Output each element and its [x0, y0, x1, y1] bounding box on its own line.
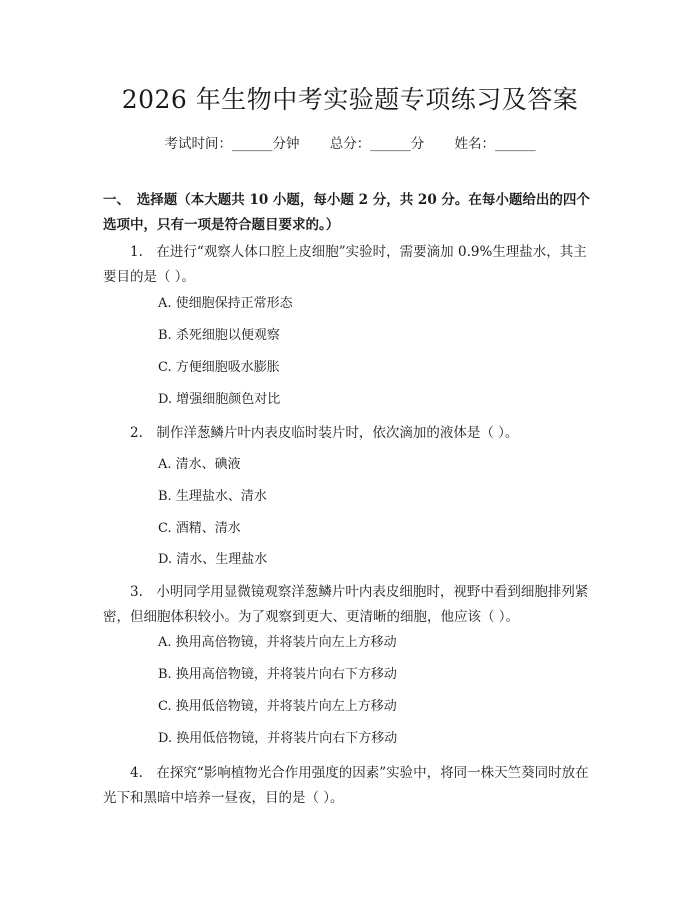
section-heading: 一、 选择题（本大题共 10 小题，每小题 2 分，共 20 分。在每小题给出的四个选项中，只有一项是符合题目要求的。） — [103, 192, 590, 233]
question-4: 4. 在探究“影响植物光合作用强度的因素”实验中，将同一株天竺葵同时放在光下和黑暗中培养一昼夜，目的是（ ）。 — [103, 765, 589, 806]
page-title: 2026 年生物中考实验题专项练习及答案 — [121, 85, 579, 114]
exam-meta — [0, 132, 700, 152]
question-1-option-d: D. 增强细胞颜色对比 — [158, 392, 281, 407]
question-3: 3. 小明同学用显微镜观察洋葱鳞片叶内表皮细胞时，视野中看到细胞排列紧密，但细胞体积较小。为了观察到更大、更清晰的细胞，他应该（ ）。 — [103, 584, 589, 625]
question-3-option-b: B. 换用高倍物镜，并将装片向右下方移动 — [158, 667, 397, 682]
question-3-option-c: C. 换用低倍物镜，并将装片向左上方移动 — [158, 699, 397, 714]
question-2: 2. 制作洋葱鳞片叶内表皮临时装片时，依次滴加的液体是（ ）。 — [130, 425, 519, 441]
question-3-option-d: D. 换用低倍物镜，并将装片向右下方移动 — [158, 731, 398, 746]
exam-time: 考试时间：______分钟 — [164, 136, 300, 152]
question-2-option-d: D. 清水、生理盐水 — [158, 552, 268, 567]
question-1-option-c: C. 方便细胞吸水膨胀 — [158, 360, 280, 375]
exam-score: 总分：______分 — [329, 136, 425, 152]
question-3-option-a: A. 换用高倍物镜，并将装片向左上方移动 — [158, 635, 397, 650]
question-1-option-a: A. 使细胞保持正常形态 — [158, 296, 293, 311]
question-2-option-a: A. 清水、碘液 — [158, 457, 241, 472]
student-name: 姓名：______ — [454, 136, 536, 152]
question-1: 1. 在进行“观察人体口腔上皮细胞”实验时，需要滴加 0.9%生理盐水，其主要目的是（ ）。 — [103, 244, 587, 285]
question-2-option-b: B. 生理盐水、清水 — [158, 489, 267, 504]
question-2-option-c: C. 酒精、清水 — [158, 521, 241, 536]
question-1-option-b: B. 杀死细胞以便观察 — [158, 328, 280, 343]
